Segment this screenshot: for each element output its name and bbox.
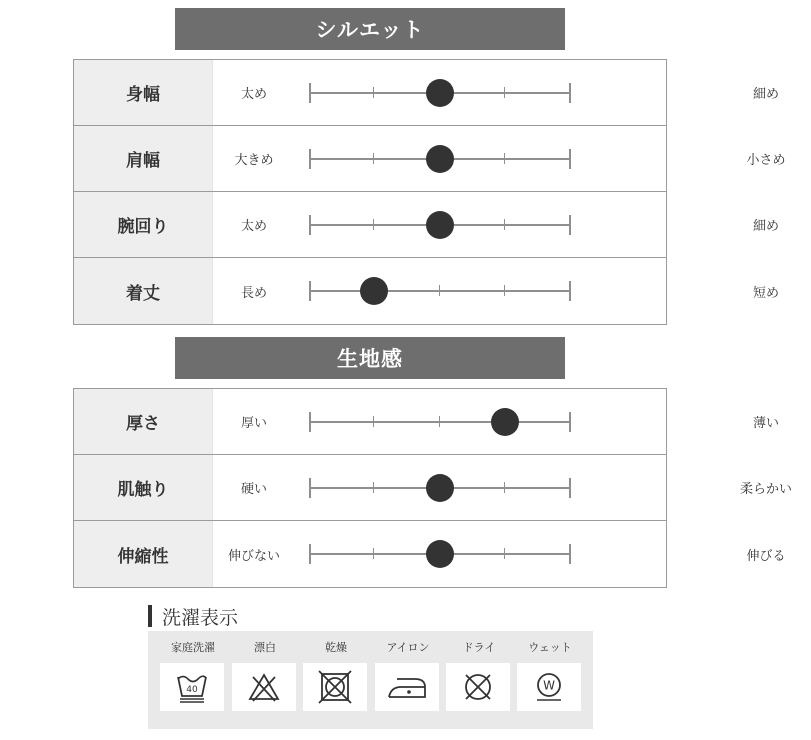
care-label: ドライ bbox=[462, 641, 496, 654]
scale-tick bbox=[569, 215, 571, 235]
scale-tick bbox=[504, 285, 505, 296]
scale-marker bbox=[426, 211, 454, 239]
care-item-dryclean bbox=[446, 631, 512, 711]
scale-tick bbox=[504, 482, 505, 493]
care-symbol-box bbox=[303, 663, 367, 711]
scale-left-label: 硬い bbox=[240, 482, 267, 497]
scale-tick bbox=[504, 153, 505, 164]
scale-left-label: 太め bbox=[240, 87, 267, 102]
scale-row bbox=[74, 389, 779, 455]
silhouette-heading: シルエット bbox=[175, 8, 565, 50]
wash-tub-40-icon bbox=[172, 667, 212, 707]
scale-tick bbox=[569, 83, 571, 103]
scale-tick bbox=[309, 544, 311, 564]
iron-low-icon bbox=[385, 667, 429, 707]
scale-tick bbox=[373, 153, 374, 164]
row-label: 厚さ bbox=[74, 389, 213, 454]
scale-left-label: 大きめ bbox=[234, 153, 274, 168]
scale-body bbox=[213, 455, 792, 520]
care-title-text: 洗濯表示 bbox=[162, 606, 239, 629]
scale-tick bbox=[569, 544, 571, 564]
scale-row bbox=[74, 192, 779, 258]
scale-marker bbox=[426, 79, 454, 107]
scale-tick bbox=[504, 548, 505, 559]
row-label: 肌触り bbox=[74, 455, 213, 520]
scale-tick bbox=[309, 281, 311, 301]
scale-tick bbox=[309, 83, 311, 103]
care-label: ウェット bbox=[528, 641, 572, 654]
heading-bar bbox=[148, 605, 152, 627]
scale-tick bbox=[569, 478, 571, 498]
scale-track bbox=[309, 421, 570, 423]
row-label: 身幅 bbox=[74, 60, 213, 125]
scale-body bbox=[213, 60, 779, 125]
care-heading bbox=[148, 604, 238, 628]
care-symbol-box bbox=[375, 663, 439, 711]
care-item-wash bbox=[160, 631, 226, 711]
scale-row bbox=[74, 258, 779, 324]
scale-tick bbox=[309, 412, 311, 432]
scale-tick bbox=[504, 87, 505, 98]
wet-mark: W bbox=[543, 678, 555, 693]
care-label: 乾燥 bbox=[325, 641, 347, 654]
row-label: 肩幅 bbox=[74, 126, 213, 191]
scale-tick bbox=[373, 548, 374, 559]
row-label: 腕回り bbox=[74, 192, 213, 257]
scale-left-label: 伸びない bbox=[227, 548, 280, 564]
care-item-wetclean bbox=[517, 631, 583, 711]
scale-tick bbox=[309, 478, 311, 498]
care-symbol-box bbox=[517, 663, 581, 711]
care-label: 家庭洗濯 bbox=[171, 641, 215, 654]
wash-temp: 40 bbox=[186, 685, 198, 695]
scale-marker bbox=[360, 277, 388, 305]
scale-tick bbox=[569, 281, 571, 301]
fabric-heading: 生地感 bbox=[175, 337, 565, 379]
scale-tick bbox=[373, 482, 374, 493]
scale-row bbox=[74, 126, 786, 192]
care-panel bbox=[148, 631, 593, 729]
row-label: 伸縮性 bbox=[74, 521, 213, 587]
no-dry-clean-icon bbox=[458, 667, 498, 707]
scale-row bbox=[74, 60, 779, 126]
fabric-table bbox=[73, 388, 792, 588]
care-item-bleach bbox=[232, 631, 298, 711]
scale-body bbox=[213, 258, 779, 324]
care-symbol-box bbox=[160, 663, 224, 711]
row-label: 着丈 bbox=[74, 258, 213, 324]
scale-body bbox=[213, 389, 779, 454]
scale-marker bbox=[426, 474, 454, 502]
scale-tick bbox=[373, 87, 374, 98]
scale-tick bbox=[439, 416, 440, 427]
care-label: 漂白 bbox=[254, 641, 276, 654]
silhouette-table bbox=[73, 59, 786, 325]
scale-tick bbox=[569, 412, 571, 432]
scale-row bbox=[74, 455, 792, 521]
scale-marker bbox=[491, 408, 519, 436]
wet-clean-icon bbox=[529, 667, 569, 707]
scale-marker bbox=[426, 540, 454, 568]
scale-tick bbox=[309, 215, 311, 235]
scale-marker bbox=[426, 145, 454, 173]
scale-tick bbox=[439, 285, 440, 296]
no-bleach-icon bbox=[244, 667, 284, 707]
scale-body bbox=[213, 126, 786, 191]
care-item-iron bbox=[375, 631, 441, 711]
care-symbol-box bbox=[446, 663, 510, 711]
scale-tick bbox=[569, 149, 571, 169]
scale-left-label: 長め bbox=[240, 285, 267, 301]
scale-left-label: 太め bbox=[240, 219, 267, 234]
scale-body bbox=[213, 521, 786, 587]
scale-tick bbox=[309, 149, 311, 169]
care-item-dry bbox=[303, 631, 369, 711]
scale-right-label: 薄い bbox=[752, 416, 779, 431]
scale-right-label: 細め bbox=[752, 87, 779, 102]
scale-right-label: 伸びる bbox=[746, 548, 786, 564]
scale-track bbox=[309, 290, 570, 292]
care-symbol-box bbox=[232, 663, 296, 711]
scale-right-label: 柔らかい bbox=[739, 482, 792, 497]
scale-right-label: 小さめ bbox=[746, 153, 786, 168]
scale-right-label: 細め bbox=[752, 219, 779, 234]
scale-row bbox=[74, 521, 786, 587]
scale-tick bbox=[504, 219, 505, 230]
scale-left-label: 厚い bbox=[240, 416, 267, 431]
scale-right-label: 短め bbox=[752, 285, 779, 301]
no-tumble-dry-icon bbox=[315, 667, 355, 707]
scale-tick bbox=[373, 219, 374, 230]
scale-body bbox=[213, 192, 779, 257]
care-label: アイロン bbox=[386, 641, 430, 654]
scale-tick bbox=[373, 416, 374, 427]
